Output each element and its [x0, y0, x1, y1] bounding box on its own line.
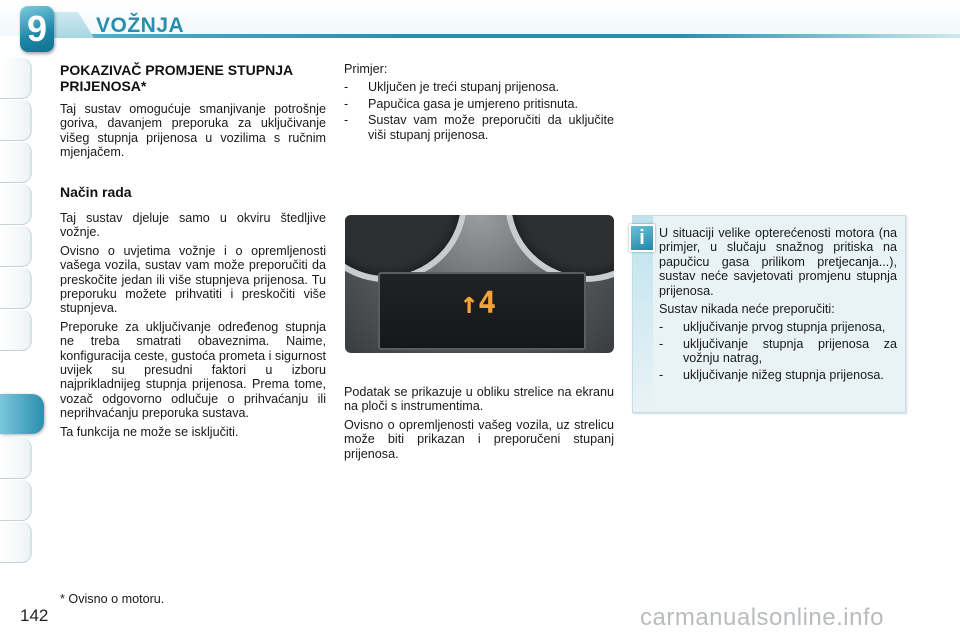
caption-block	[344, 385, 614, 465]
chapter-tab-active[interactable]	[0, 394, 44, 434]
chapter-tabs	[0, 58, 32, 578]
example-block	[344, 62, 614, 144]
example-item: Uključen je treći stupanj prijenosa.	[368, 80, 560, 95]
caption-paragraph: Ovisno o opremljenosti vašeg vozila, uz strelicu može biti prikazan i preporučeni stupanj prijenosa.	[344, 417, 614, 461]
info-list	[659, 320, 897, 382]
info-item: uključivanje nižeg stupnja prijenosa.	[683, 367, 884, 382]
chapter-tab[interactable]	[0, 100, 32, 141]
footnote: * Ovisno o motoru.	[60, 592, 165, 606]
watermark: carmanualsonline.info	[640, 604, 884, 631]
mode-text	[60, 211, 326, 443]
info-item: uključivanje prvog stupnja prijenosa,	[683, 320, 886, 335]
list-item: - uključivanje prvog stupnja prijenosa,	[659, 320, 886, 335]
chapter-tab[interactable]	[0, 438, 32, 479]
mode-paragraph: Taj sustav djeluje samo u okviru štedljive vožnje.	[60, 211, 326, 240]
example-list	[344, 80, 614, 142]
mode-paragraph: Preporuke za uključivanje određenog stupnja ne treba smatrati obaveznima. Naime, konfiguracija ceste, gustoća prometa i sigurnost uvijek su presudni faktori u izboru najprikladnijeg stupnja prijenosa. Prema tome, vozač odgovorno odlučuje o prihvaćanju ili neprihvaćanju preporuka sustava.	[60, 319, 327, 421]
list-item: - Sustav vam može preporučiti da uključite viši stupanj prijenosa.	[344, 113, 614, 142]
page-number: 142	[20, 606, 49, 625]
chapter-tab[interactable]	[0, 142, 32, 183]
mode-title: Način rada	[60, 184, 132, 200]
chapter-tab[interactable]	[0, 184, 32, 225]
list-item: - uključivanje stupnja prijenosa za vožnju natrag,	[659, 336, 897, 366]
info-item: uključivanje stupnja prijenosa za vožnju natrag,	[683, 336, 897, 366]
list-item: - Uključen je treći stupanj prijenosa.	[344, 80, 560, 95]
chapter-tab[interactable]	[0, 522, 32, 563]
chapter-tab[interactable]	[0, 310, 32, 351]
mode-paragraph: Ovisno o uvjetima vožnje i o opremljenosti vašega vozila, sustav vam može preporučiti da preskočite jedan ili više stupnjeva prijenosa. Tu preporuku možete prihvatiti i preskočiti više stupnjeva.	[60, 243, 326, 316]
info-paragraph: U situaciji velike opterećenosti motora (na primjer, u slučaju snažnog pritiska na papučicu gasa prilikom pretjecanja...), sustav neće savjetovati promjenu stupnja prijenosa.	[659, 226, 897, 298]
example-item: Papučica gasa je umjereno pritisnuta.	[368, 96, 579, 111]
section-title: POKAZIVAČ PROMJENE STUPNJA PRIJENOSA*	[60, 62, 293, 94]
chapter-title: VOŽNJA	[96, 14, 185, 37]
instrument-panel-photo	[345, 215, 614, 353]
info-icon: i	[629, 224, 655, 252]
chapter-tab[interactable]	[0, 268, 32, 309]
list-item: - Papučica gasa je umjereno pritisnuta.	[344, 96, 579, 111]
example-item: Sustav vam može preporučiti da uključite viši stupanj prijenosa.	[368, 113, 614, 142]
info-never-label: Sustav nikada neće preporučiti:	[659, 302, 835, 317]
info-text	[659, 226, 897, 384]
chapter-number-badge: 9	[20, 6, 54, 52]
lcd-display	[378, 272, 586, 350]
chapter-tab[interactable]	[0, 226, 32, 267]
chapter-tab[interactable]	[0, 480, 32, 521]
gear-shift-indicator: ↑4	[460, 286, 497, 321]
example-label: Primjer:	[344, 62, 388, 76]
info-box	[632, 215, 906, 413]
mode-paragraph: Ta funkcija ne može se isključiti.	[60, 424, 239, 439]
caption-paragraph: Podatak se prikazuje u obliku strelice na ekranu na ploči s instrumentima.	[344, 385, 614, 414]
chapter-tab[interactable]	[0, 58, 32, 99]
section-intro: Taj sustav omogućuje smanjivanje potrošnje goriva, davanjem preporuka za uključivanje višeg stupnja prijenosa u vozilima s ručnim mjenjačem.	[60, 102, 326, 160]
list-item: - uključivanje nižeg stupnja prijenosa.	[659, 367, 884, 382]
